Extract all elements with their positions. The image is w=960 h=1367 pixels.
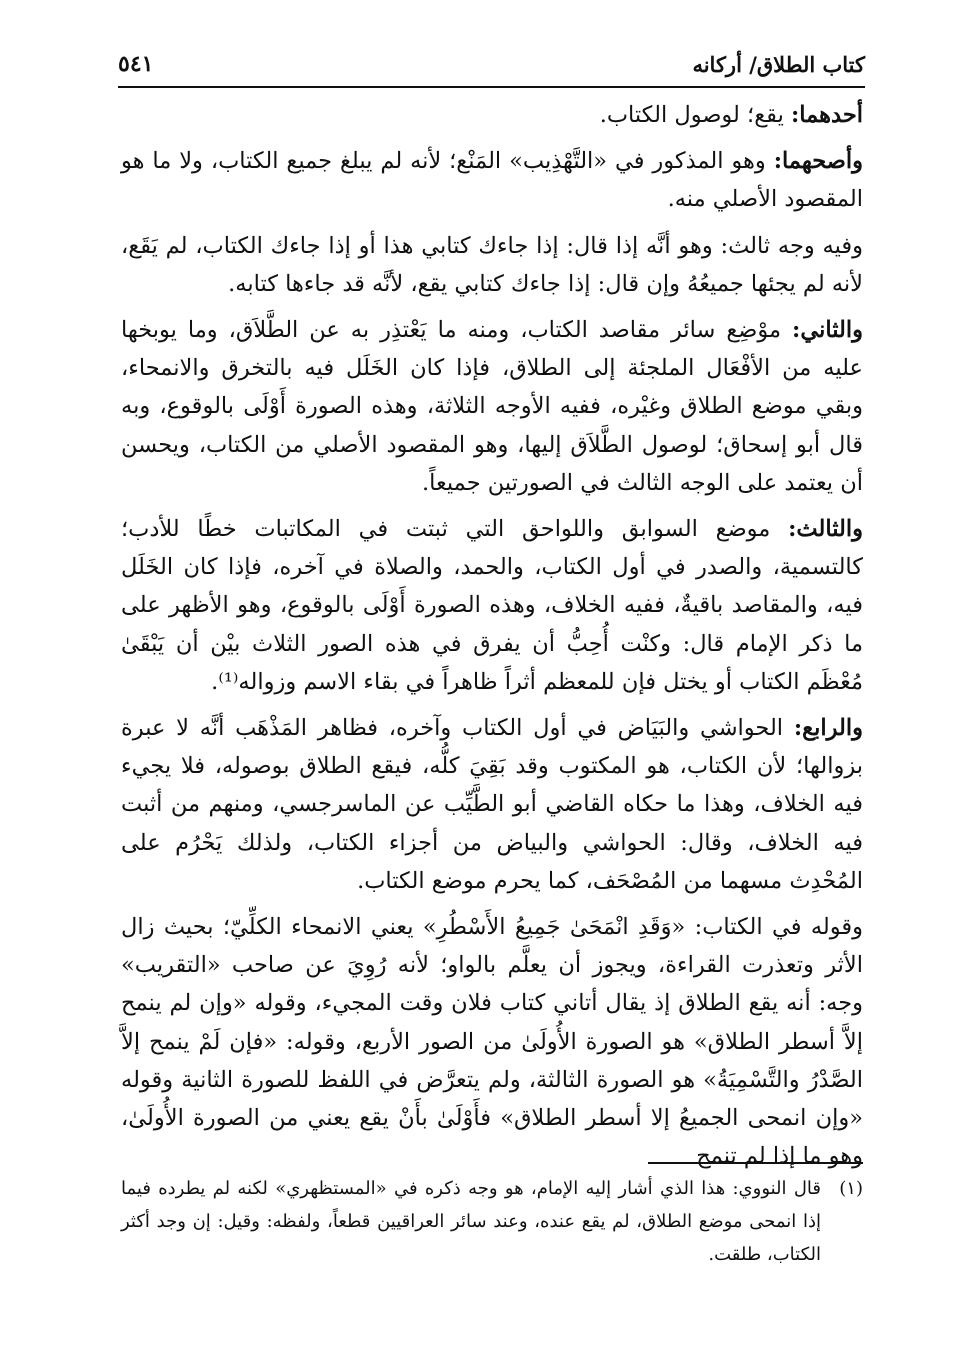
paragraph-third-view	[121, 227, 863, 303]
paragraph-al-rabi	[121, 709, 863, 900]
paragraph-text: يقع؛ لوصول الكتاب.	[599, 102, 791, 128]
paragraph-lead: أحدهما:	[790, 102, 863, 128]
paragraph-al-thani	[121, 311, 863, 502]
paragraph-text: موْضِع سائر مقاصد الكتاب، ومنه ما يَعْتذِر به عن الطَّلاَق، وما يوبخها عليه من الأفْعَال الملجئة إلى الطلاق، فإذا كان الخَلَل فيه بالتخرق والانمحاء، وبقي موضع الطلاق وغيْره، ففيه الأوجه الثلاثة، وهذه الصورة أَوْلَى بالوقوع، وبه قال أبو إسحاق؛ لوصول الطَّلاَق إليها، وهو المقصود الأصلي من الكتاب، ويحسن أن يعتمد على الوجه الثالث في الصورتين جميعاً.	[121, 317, 863, 496]
page-number: ٥٤١	[118, 51, 154, 77]
paragraph-lead: والثالث:	[788, 516, 863, 543]
footnote-number: (١)	[839, 1178, 863, 1199]
page-header	[118, 42, 865, 88]
main-text	[121, 96, 863, 1183]
paragraph-text: موضع السوابق واللواحق التي ثبتت في المكاتبات خطًا للأدب؛ كالتسمية، والصدر في أول الكتاب، والحمد، والصلاة في آخره، فإذا كان الخَلَل فيه، والمقاصد باقيةٌ، ففيه الخلاف، وهذه الصورة أَوْلَى بالوقوع، وهو الأظهر على ما ذكر الإمام قال: وكنْت أُحِبُّ أن يفرق في هذه الصور الثلاث بيْن أن يَبْقَىٰ مُعْظَم الكتاب أو يختل فإن للمعظم أثراً ظاهراً في بقاء الاسم وزواله⁽¹⁾.	[121, 516, 863, 695]
paragraph-text: وقوله في الكتاب: «وَقَدِ انْمَحَىٰ جَمِيعُ الأَسْطُرِ» يعني الانمحاء الكلِّيّ؛ بحيث زال الأثر وتعذرت القراءة، ويجوز أن يعلَّم بالواو؛ لأنه رُوِيَ عن صاحب «التقريب» وجه: أنه يقع الطلاق إذ يقال أتاني كتاب فلان وقت المجيء، وقوله «وإن لم ينمح إلاَّ أسطر الطلاق» هو الصورة الأُولَىٰ من الصور الأربع، وقوله: «فإن لَمْ ينمح إلاَّ الصَّدْرُ والتَّسْمِيَةُ» هو الصورة الثالثة، ولم يتعرَّض في اللفظ للصورة الثانية وقوله «وإن انمحى الجميعُ إلا أسطر الطلاق» فأَوْلَىٰ بأَنْ يقع يعني من الصورة الأُولَىٰ، وهو ما إذا لم تنمح	[121, 914, 863, 1170]
running-title: كتاب الطلاق/ أركانه	[692, 51, 865, 77]
paragraph-lead: والرابع:	[793, 715, 863, 742]
paragraph-text: الحواشي والبَيَاض في أول الكتاب وآخره، فظاهر المَذْهَب أنَّه لا عبرة بزوالها؛ لأن الكتاب، هو المكتوب وقد بَقِيَ كلُّه، فيقع الطلاق بوصوله، فلا يجيء فيه الخلاف، وهذا ما حكاه القاضي أبو الطَّيِّب عن الماسرجسي، ومنهم من أثبت فيه الخلاف، وقال: الحواشي والبياض من أجزاء الكتاب، ولذلك يَحْرُم على المُحْدِث مسهما من المُصْحَف، كما يحرم موضع الكتاب.	[121, 715, 863, 894]
paragraph-text: وهو المذكور في «التَّهْذِيب» المَنْع؛ لأنه لم يبلغ جميع الكتاب، ولا ما هو المقصود الأصلي منه.	[121, 148, 863, 213]
footnote-text: قال النووي: هذا الذي أشار إليه الإمام، هو وجه ذكره في «المستظهري» لكنه لم يطرده فيما إذا انمحى موضع الطلاق، لم يقع عنده، وعند سائر العراقيين قطعاً، ولفظه: وقيل: إن وجد أكثر الكتاب، طلقت.	[121, 1178, 821, 1265]
footnote-divider	[648, 1162, 863, 1164]
paragraph-text: وفيه وجه ثالث: وهو أنَّه إذا قال: إذا جاءك كتابي هذا أو إذا جاءك الكتاب، لم يَقَع، لأنه لم يجئها جميعُهُ وإن قال: إذا جاءك كتابي يقع، لأنَّه قد جاءها كتابه.	[121, 232, 863, 297]
paragraph-commentary	[121, 908, 863, 1175]
footnote	[121, 1172, 863, 1271]
paragraph-second	[121, 142, 863, 218]
paragraph-first	[121, 96, 863, 134]
paragraph-lead: وأصحهما:	[773, 148, 863, 175]
paragraph-al-thalith	[121, 510, 863, 701]
paragraph-lead: والثاني:	[792, 317, 863, 344]
